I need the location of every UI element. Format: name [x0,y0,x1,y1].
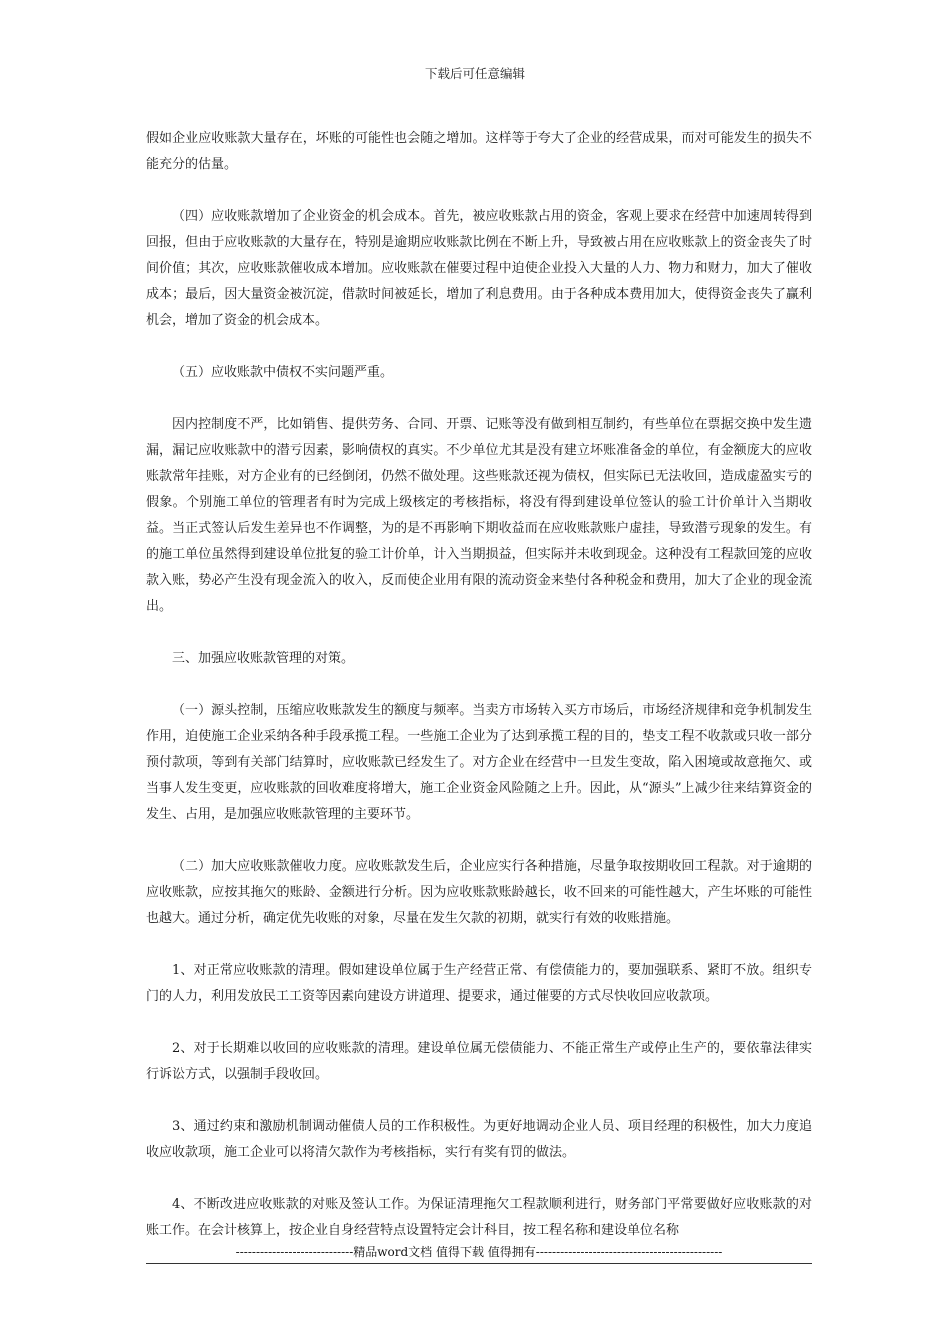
paragraph: （四）应收账款增加了企业资金的机会成本。首先，被应收账款占用的资金，客观上要求在经营中加速周转得到回报，但由于应收账款的大量存在，特别是逾期应收账款比例在不断上升，导致被占用在应收账款上的资金丧失了时间价值；其次，应收账款催收成本增加。应收账款在催要过程中迫使企业投入大量的人力、物力和财力，加大了催收成本；最后，因大量资金被沉淀，借款时间被延长，增加了利息费用。由于各种成本费用加大，使得资金丧失了赢利机会，增加了资金的机会成本。 [146,209,812,328]
paragraph: （一）源头控制，压缩应收账款发生的额度与频率。当卖方市场转入买方市场后，市场经济规律和竞争机制发生作用，迫使施工企业采纳各种手段承揽工程。一些施工企业为了达到承揽工程的目的，垫支工程不收款或只收一部分预付款项，等到有关部门结算时，应收账款已经发生了。对方企业在经营中一旦发生变故，陷入困境或故意拖欠、或当事人发生变更，应收账款的回收难度将增大，施工企业资金风险随之上升。因此，从“源头”上减少往来结算资金的发生、占用，是加强应收账款管理的主要环节。 [146,703,812,822]
paragraph: 4、不断改进应收账款的对账及签认工作。为保证清理拖欠工程款顺利进行，财务部门平常要做好应收账款的对账工作。在会计核算上，按企业自身经营特点设置特定会计科目，按工程名称和建设单位名称 [146,1197,812,1238]
paragraph: 3、通过约束和激励机制调动催债人员的工作积极性。为更好地调动企业人员、项目经理的积极性，加大力度追收应收款项，施工企业可以将清欠款作为考核指标，实行有奖有罚的做法。 [146,1119,812,1160]
section-heading: 三、加强应收账款管理的对策。 [172,651,355,666]
paragraph: 因内控制度不严，比如销售、提供劳务、合同、开票、记账等没有做到相互制约，有些单位在票据交换中发生遗漏，漏记应收账款中的潜亏因素，影响债权的真实。不少单位尤其是没有建立坏账准备金的单位，有金额庞大的应收账款常年挂账，对方企业有的已经倒闭，仍然不做处理。这些账款还视为债权，但实际已无法收回，造成虚盈实亏的假象。个别施工单位的管理者有时为完成上级核定的考核指标，将没有得到建设单位签认的验工计价单计入当期收益。当正式签认后发生差异也不作调整，为的是不再影响下期收益而在应收账款账户虚挂，导致潜亏现象的发生。有的施工单位虽然得到建设单位批复的验工计价单，计入当期损益，但实际并未收到现金。这种没有工程款回笼的应收款入账，势必产生没有现金流入的收入，反而使企业用有限的流动资金来垫付各种税金和费用，加大了企业的现金流出。 [146,417,812,614]
paragraph: （五）应收账款中债权不实问题严重。 [172,365,394,380]
page-footer: -----------------------------精品word文档 值得下载 值得拥有---------------------------------------------- [235,1245,723,1259]
paragraph: 2、对于长期难以收回的应收账款的清理。建设单位属无偿债能力、不能正常生产或停止生产的，要依靠法律实行诉讼方式，以强制手段收回。 [146,1041,812,1082]
paragraph: 1、对正常应收账款的清理。假如建设单位属于生产经营正常、有偿债能力的，要加强联系、紧盯不放。组织专门的人力，利用发放民工工资等因素向建设方讲道理、提要求，通过催要的方式尽快收回应收款项。 [146,963,812,1004]
page-header: 下载后可任意编辑 [424,66,525,81]
paragraph: 假如企业应收账款大量存在，坏账的可能性也会随之增加。这样等于夸大了企业的经营成果，而对可能发生的损失不能充分的估量。 [146,131,812,172]
footer-divider [146,1263,812,1264]
document-body [146,126,812,1270]
paragraph: （二）加大应收账款催收力度。应收账款发生后，企业应实行各种措施，尽量争取按期收回工程款。对于逾期的应收账款，应按其拖欠的账龄、金额进行分析。因为应收账款账龄越长，收不回来的可能性越大，产生坏账的可能性也越大。通过分析，确定优先收账的对象，尽量在发生欠款的初期，就实行有效的收账措施。 [146,859,812,926]
